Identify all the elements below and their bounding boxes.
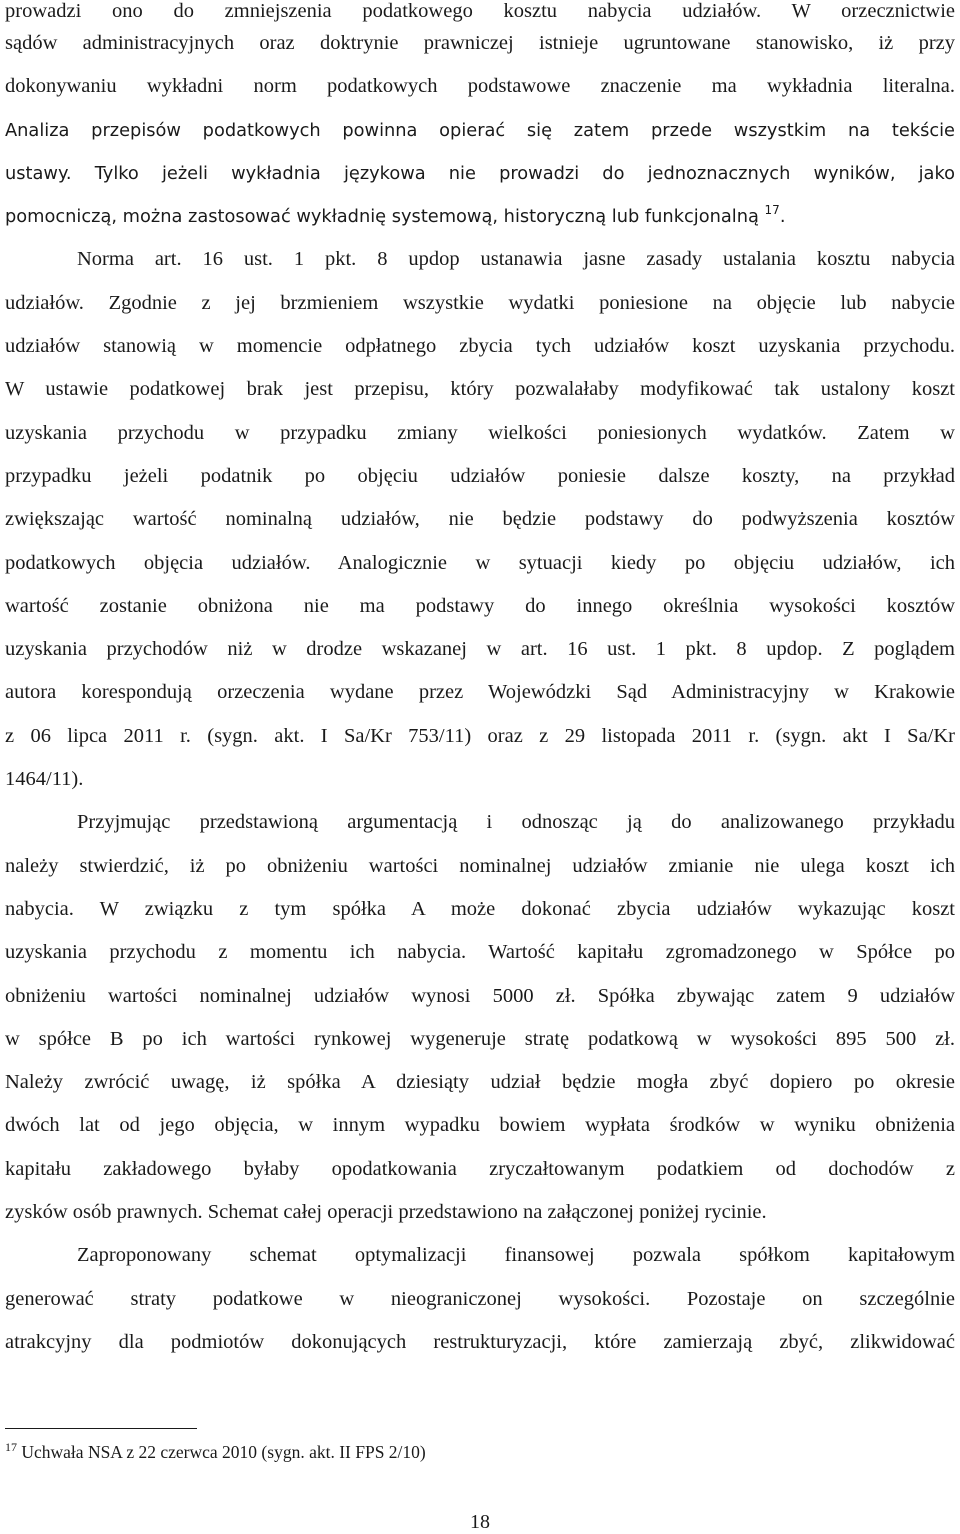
text-line: udziałów. Zgodnie z jej brzmieniem wszystkie wydatki poniesione na objęcie lub nabycie	[5, 291, 955, 314]
text-line: nabycia. W związku z tym spółka A może dokonać zbycia udziałów wykazując koszt	[5, 897, 955, 920]
text-line: autora korespondują orzeczenia wydane przez Wojewódzki Sąd Administracyjny w Krakowie	[5, 681, 955, 704]
text-line: Norma art. 16 ust. 1 pkt. 8 updop ustanawia jasne zasady ustalania kosztu nabycia	[77, 248, 955, 271]
text-line: prowadzi ono do zmniejszenia podatkowego kosztu nabycia udziałów. W orzecznictwie	[5, 0, 955, 22]
text-line: w spółce B po ich wartości rynkowej wygeneruje stratę podatkową w wysokości 895 500 zł.	[5, 1027, 955, 1050]
text-line: Przyjmując przedstawioną argumentacją i odnosząc ją do analizowanego przykładu	[77, 811, 955, 834]
text-line: sądów administracyjnych oraz doktrynie prawniczej istnieje ugruntowane stanowisko, iż przy	[5, 32, 955, 54]
text-line: uzyskania przychodu w przypadku zmiany wielkości poniesionych wydatków. Zatem w	[5, 421, 955, 444]
text-line: atrakcyjny dla podmiotów dokonujących restrukturyzacji, które zamierzają zbyć, zlikwidować	[5, 1330, 955, 1353]
text-line-tail: .	[779, 206, 786, 228]
footnote	[5, 1440, 426, 1464]
text-line: W ustawie podatkowej brak jest przepisu, który pozwalałaby modyfikować tak ustalony koszt	[5, 378, 955, 401]
text-line: udziałów stanowią w momencie odpłatnego zbycia tych udziałów koszt uzyskania przychodu.	[5, 335, 955, 358]
text-line: z 06 lipca 2011 r. (sygn. akt. I Sa/Kr 753/11) oraz z 29 listopada 2011 r. (sygn. akt I Sa/Kr	[5, 724, 955, 747]
text-line: zysków osób prawnych. Schemat całej operacji przedstawiono na załączonej poniżej rycinie.	[5, 1201, 767, 1224]
text-line: przypadku jeżeli podatnik po objęciu udziałów poniesie dalsze koszty, na przykład	[5, 464, 955, 487]
text-line: uzyskania przychodu z momentu ich nabycia. Wartość kapitału zgromadzonego w Spółce po	[5, 941, 955, 964]
text-line	[5, 195, 955, 238]
text-line: wartość zostanie obniżona nie ma podstawy do innego określnia wysokości kosztów	[5, 594, 955, 617]
footnote-number: 17	[5, 1440, 17, 1454]
text-line: należy stwierdzić, iż po obniżeniu wartości nominalnej udziałów zmianie nie ulega koszt ich	[5, 854, 955, 877]
text-line: Należy zwrócić uwagę, iż spółka A dziesiąty udział będzie mogła zbyć dopiero po okresie	[5, 1071, 955, 1094]
text-line: zwiększając wartość nominalną udziałów, nie będzie podstawy do podwyższenia kosztów	[5, 508, 955, 531]
text-line: generować straty podatkowe w nieograniczonej wysokości. Pozostaje on szczególnie	[5, 1287, 955, 1310]
text-line: uzyskania przychodów niż w drodze wskazanej w art. 16 ust. 1 pkt. 8 updop. Z poglądem	[5, 638, 955, 661]
text-line: Analiza przepisów podatkowych powinna opierać się zatem przede wszystkim na tekście	[5, 119, 955, 141]
text-line: obniżeniu wartości nominalnej udziałów wynosi 5000 zł. Spółka zbywając zatem 9 udziałów	[5, 984, 955, 1007]
text-line: ustawy. Tylko jeżeli wykładnia językowa nie prowadzi do jednoznacznych wyników, jako	[5, 162, 955, 184]
text-line: podatkowych objęcia udziałów. Analogicznie w sytuacji kiedy po objęciu udziałów, ich	[5, 551, 955, 574]
text-line: dwóch lat od jego objęcia, w innym wypadku bowiem wypłata środków w wyniku obniżenia	[5, 1114, 955, 1137]
text-line: 1464/11).	[5, 768, 84, 791]
text-line: Zaproponowany schemat optymalizacji finansowej pozwala spółkom kapitałowym	[77, 1244, 955, 1267]
footnote-reference[interactable]: 17	[764, 203, 780, 218]
page-number: 18	[470, 1511, 490, 1533]
text-line-content: pomocniczą, można zastosować wykładnię systemową, historyczną lub funkcjonalną	[5, 206, 759, 228]
document-body	[5, 0, 955, 1364]
footnote-separator	[5, 1428, 197, 1429]
footnote-text: Uchwała NSA z 22 czerwca 2010 (sygn. akt. II FPS 2/10)	[21, 1442, 426, 1462]
text-line: dokonywaniu wykładni norm podatkowych podstawowe znaczenie ma wykładnia literalna.	[5, 75, 955, 98]
text-line: kapitału zakładowego byłaby opodatkowania zryczałtowanym podatkiem od dochodów z	[5, 1157, 955, 1180]
